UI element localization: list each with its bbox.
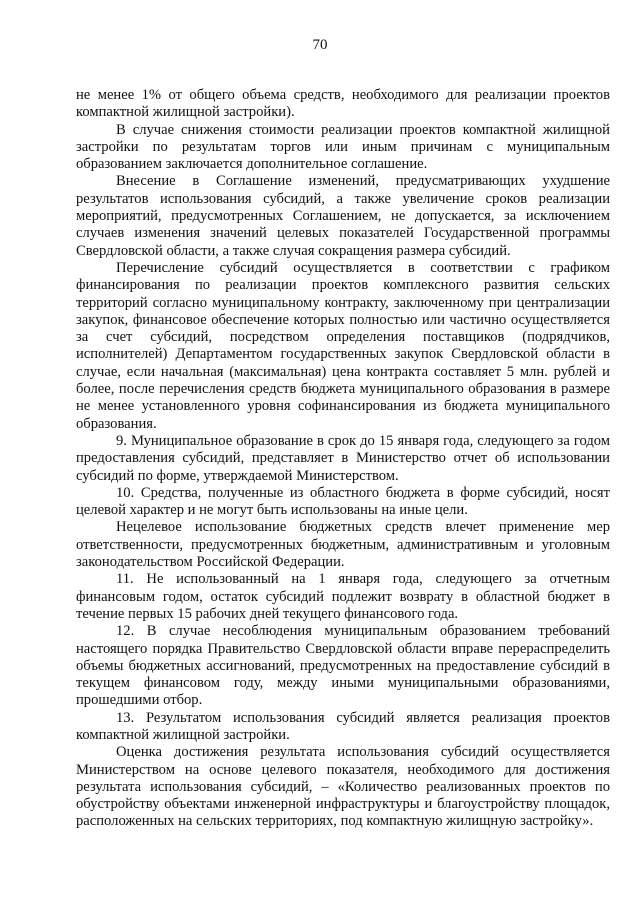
paragraph-3: Внесение в Соглашение изменений, предусматривающих ухудшение результатов использования субсидий, а также увеличение сроков реализации мероприятий, предусмотренных Соглашением, не допускается, за исключением случаев изменения значений целевых показателей Государственной программы Свердловской области, а также случая сокращения размера субсидий. xyxy=(76,173,610,259)
page-number: 70 xyxy=(312,37,328,53)
paragraph-4: Перечисление субсидий осуществляется в соответствии с графиком финансирования по реализации проектов комплексного развития сельских территорий согласно муниципальному контракту, заключенному при централизации закупок, финансовое обеспечение которых полностью или частично осуществляется за счет субсидий, посредством определения поставщиков (подрядчиков, исполнителей) Департаментом государственных закупок Свердловской области в случае, если начальная (максимальная) цена контракта составляет 5 млн. рублей и более, после перечисления средств бюджета муниципального образования в размере не менее установленного уровня софинансирования из бюджета муниципального образования. xyxy=(76,259,610,432)
paragraph-5-item-9: 9. Муниципальное образование в срок до 15 января года, следующего за годом предоставления субсидий, представляет в Министерство отчет об использовании субсидий по форме, утверждаемой Министерством. xyxy=(76,432,610,484)
paragraph-7: Нецелевое использование бюджетных средств влечет применение мер ответственности, предусмотренных бюджетным, административным и уголовным законодательством Российской Федерации. xyxy=(76,519,610,571)
paragraph-6-item-10: 10. Средства, полученные из областного бюджета в форме субсидий, носят целевой характер и не могут быть использованы на иные цели. xyxy=(76,484,610,519)
document-body xyxy=(76,87,610,831)
paragraph-2: В случае снижения стоимости реализации проектов компактной жилищной застройки по результатам торгов или иным причинам с муниципальным образованием заключается дополнительное соглашение. xyxy=(76,121,610,173)
paragraph-9-item-12: 12. В случае несоблюдения муниципальным образованием требований настоящего порядка Правительство Свердловской области вправе перераспределить объемы бюджетных ассигнований, предусмотренных на предоставление субсидий в текущем финансовом году, между иными муниципальными образованиями, прошедшими отбор. xyxy=(76,623,610,709)
paragraph-10-item-13: 13. Результатом использования субсидий является реализация проектов компактной жилищной застройки. xyxy=(76,709,610,743)
paragraph-1: не менее 1% от общего объема средств, необходимого для реализации проектов компактной жилищной застройки). xyxy=(76,87,610,121)
paragraph-8-item-11: 11. Не использованный на 1 января года, следующего за отчетным финансовым годом, остаток субсидий подлежит возврату в областной бюджет в течение первых 15 рабочих дней текущего финансового года. xyxy=(76,571,610,622)
paragraph-11: Оценка достижения результата использования субсидий осуществляется Министерством на основе целевого показателя, необходимого для достижения результата использования субсидий, – «Количество реализованных проектов по обустройству объектами инженерной инфраструктуры и благоустройству площадок, расположенных на сельских территориях, под компактную жилищную застройку». xyxy=(76,744,610,830)
